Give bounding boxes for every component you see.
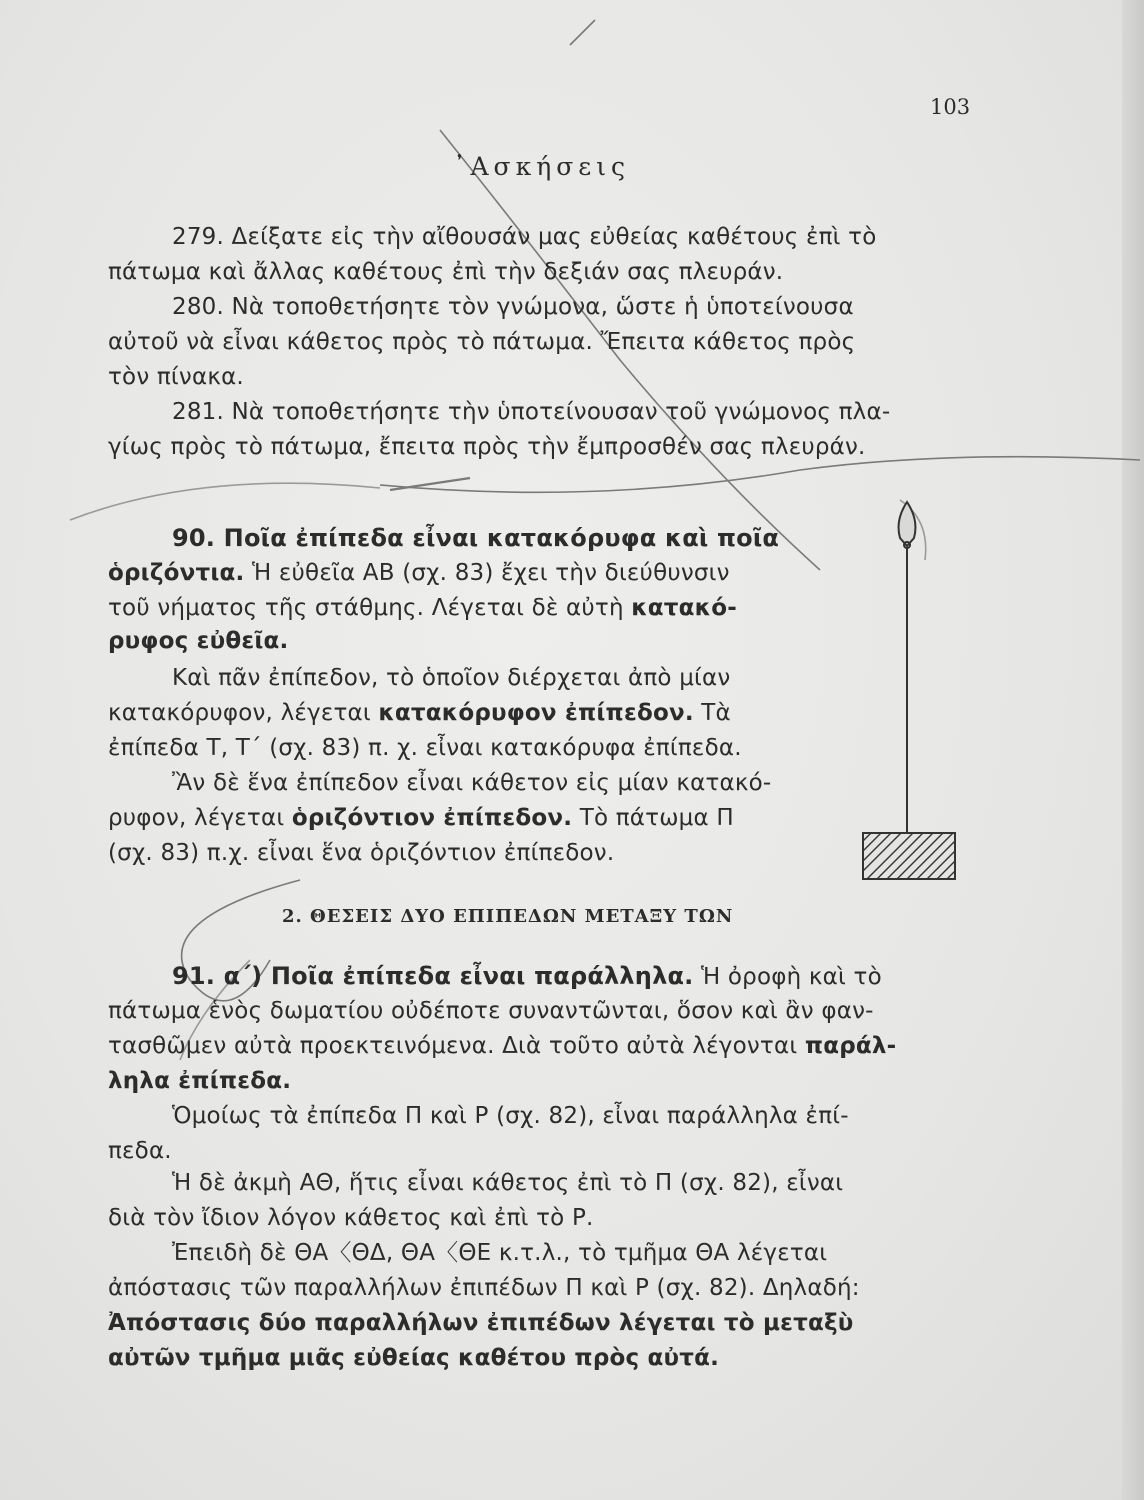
section-91-line-1 — [172, 961, 882, 992]
section-2-heading: 2. ΘΕΣΕΙΣ ΔΥΟ ΕΠΙΠΕΔΩΝ ΜΕΤΑΞΥ ΤΩΝ — [282, 906, 734, 927]
section-91-p2-line-2: πεδα. — [108, 1138, 172, 1164]
exercise-281-line-2: γίως πρὸς τὸ πάτωμα, ἔπειτα πρὸς τὴν ἔμπροσθέν σας πλευράν. — [108, 434, 866, 460]
section-91-line-3-text: τασθῶμεν αὐτὰ προεκτεινόμενα. Διὰ τοῦτο αὐτὰ λέγονται — [108, 1033, 798, 1059]
section-90-title: 90. Ποῖα ἐπίπεδα εἶναι κατακόρυφα καὶ ποῖα — [172, 524, 780, 552]
exercises-heading: ᾿Ασκήσεις — [453, 152, 631, 181]
section-90-title-end: ὁριζόντια. — [108, 560, 245, 586]
section-91-p4-line-1: Ἐπειδὴ δὲ ΘΑ〈ΘΔ, ΘΑ〈ΘΕ κ.τ.λ., τὸ τμῆμα ΘΑ λέγεται — [172, 1240, 828, 1266]
p2-l2-c: Τὰ — [701, 700, 731, 726]
exercise-280-line-2: αὐτοῦ νὰ εἶναι κάθετος πρὸς τὸ πάτωμα. Ἔπειτα κάθετος πρὸς — [108, 329, 856, 355]
exercise-281-line-1: 281. Νὰ τοποθετήσητε τὴν ὑποτείνουσαν τοῦ γνώμονος πλα- — [172, 399, 891, 425]
p2-l2-a: κατακόρυφον, λέγεται — [108, 700, 371, 726]
exercise-279-line-1: 279. Δείξατε εἰς τὴν αἴθουσάν μας εὐθείας καθέτους ἐπὶ τὸ — [172, 224, 877, 250]
definition-line-2: αὐτῶν τμῆμα μιᾶς εὐθείας καθέτου πρὸς αὐτά. — [108, 1345, 720, 1371]
section-90-p3-line-1: Ἂν δὲ ἕνα ἐπίπεδον εἶναι κάθετον εἰς μίαν κατακό- — [172, 770, 772, 796]
section-91-line-2: πάτωμα ἑνὸς δωματίου οὐδέποτε συναντῶνται, ὅσον καὶ ἂν φαν- — [108, 998, 874, 1024]
section-91-line-3 — [108, 1031, 896, 1061]
section-91-p4-line-2: ἀπόστασις τῶν παραλλήλων ἐπιπέδων Π καὶ Ρ (σχ. 82). Δηλαδή: — [108, 1275, 860, 1301]
section-90-line-2-text: τοῦ νήματος τῆς στάθμης. Λέγεται δὲ αὐτὴ — [108, 595, 624, 621]
p3-l2-c: Τὸ πάτωμα Π — [579, 805, 734, 831]
exercise-279-line-2: πάτωμα καὶ ἄλλας καθέτους ἐπὶ τὴν δεξιάν σας πλευράν. — [108, 259, 784, 285]
term-vertical-part1: κατακό- — [631, 595, 737, 621]
exercise-280-line-1: 280. Νὰ τοποθετήσητε τὸν γνώμονα, ὥστε ἡ ὑποτείνουσα — [172, 294, 854, 320]
term-vertical-line: ρυφος εὐθεῖα. — [108, 628, 289, 654]
page-number: 103 — [930, 95, 971, 119]
term-parallel-part1: παράλ- — [804, 1033, 897, 1059]
section-90-line-2 — [108, 593, 737, 623]
plumb-line-figure — [855, 490, 965, 890]
term-horizontal-plane: ὁριζόντιον ἐπίπεδον. — [291, 805, 573, 831]
definition-line-1: Ἀπόστασις δύο παραλλήλων ἐπιπέδων λέγεται τὸ μεταξὺ — [108, 1310, 854, 1336]
section-90-line-1 — [108, 558, 730, 588]
section-90-p3-line-2 — [108, 803, 734, 833]
section-90-p2-line-1: Καὶ πᾶν ἐπίπεδον, τὸ ὁποῖον διέρχεται ἀπὸ μίαν — [172, 665, 731, 691]
section-91-line-1-text: Ἡ ὀροφὴ καὶ τὸ — [700, 964, 882, 990]
exercise-280-line-3: τὸν πίνακα. — [108, 364, 244, 390]
section-91-p3-line-2: διὰ τὸν ἴδιον λόγον κάθετος καὶ ἐπὶ τὸ Ρ. — [108, 1205, 594, 1231]
section-91-p3-line-1: Ἡ δὲ ἀκμὴ ΑΘ, ἥτις εἶναι κάθετος ἐπὶ τὸ Π (σχ. 82), εἶναι — [172, 1170, 844, 1196]
section-90-p2-line-3: ἐπίπεδα Τ, Τ΄ (σχ. 83) π. χ. εἶναι κατακόρυφα ἐπίπεδα. — [108, 735, 742, 761]
term-vertical-plane: κατακόρυφον ἐπίπεδον. — [378, 700, 694, 726]
section-90-p3-line-3: (σχ. 83) π.χ. εἶναι ἕνα ὁριζόντιον ἐπίπεδον. — [108, 840, 615, 866]
section-91-title: 91. α΄) Ποῖα ἐπίπεδα εἶναι παράλληλα. — [172, 962, 694, 990]
term-parallel-planes: ληλα ἐπίπεδα. — [108, 1068, 292, 1094]
section-90-line-1-text: Ἡ εὐθεῖα ΑΒ (σχ. 83) ἔχει τὴν διεύθυνσιν — [251, 560, 730, 586]
section-91-p2-line-1: Ὁμοίως τὰ ἐπίπεδα Π καὶ Ρ (σχ. 82), εἶναι παράλληλα ἐπί- — [172, 1103, 849, 1129]
p3-l2-a: ρυφον, λέγεται — [108, 805, 285, 831]
section-90-p2-line-2 — [108, 698, 731, 728]
